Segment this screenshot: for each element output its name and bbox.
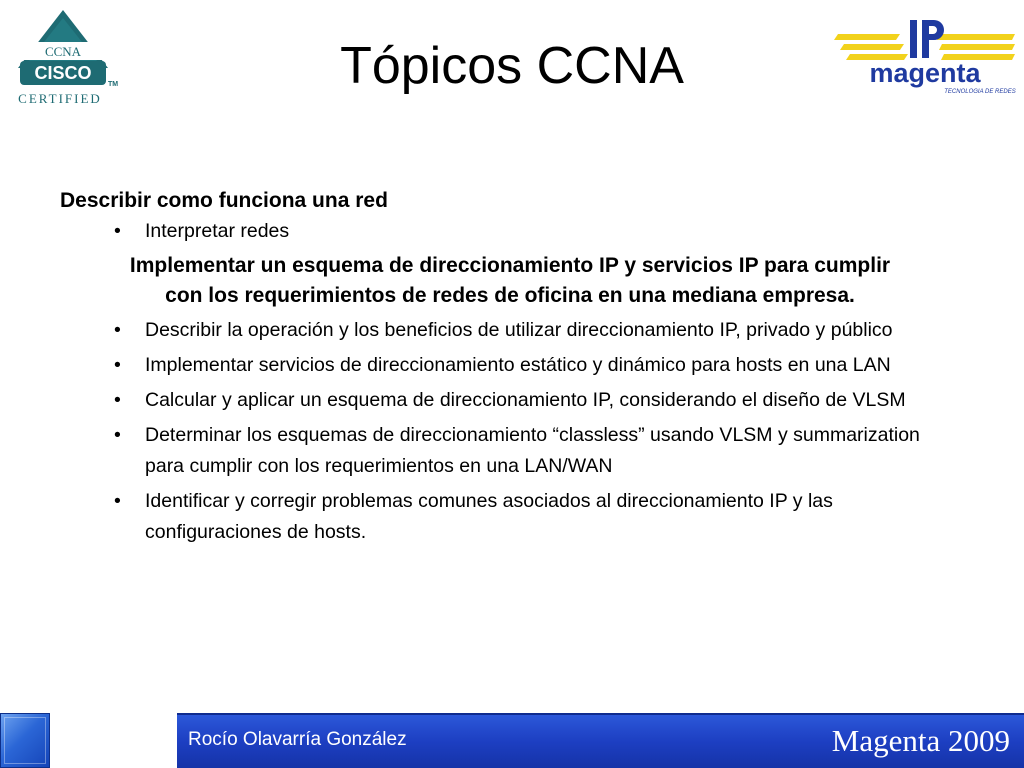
footer-author: Rocío Olavarría González bbox=[188, 729, 407, 750]
certified-text: CERTIFIED bbox=[18, 91, 102, 106]
tm-text: TM bbox=[108, 81, 119, 88]
section1-bullet-list bbox=[60, 216, 960, 247]
section2-bullet-list bbox=[60, 315, 960, 548]
bullet-text: Identificar y corregir problemas comunes asociados al direccionamiento IP y las configuraciones de hosts. bbox=[145, 490, 833, 543]
section2-heading bbox=[60, 251, 960, 311]
bullet-text: Determinar los esquemas de direccionamiento “classless” usando VLSM y summarization para cumplir con los requerimientos en una LAN/WAN bbox=[145, 424, 920, 477]
bullet-item: • Identificar y corregir problemas comunes asociados al direccionamiento IP y las configuraciones de hosts. bbox=[114, 490, 833, 543]
slide-title: Tópicos CCNA bbox=[340, 37, 684, 95]
bullet-item: • Interpretar redes bbox=[114, 220, 290, 242]
section-heading-line: Implementar un esquema de direccionamiento IP y servicios IP para cumplir bbox=[129, 254, 891, 277]
bullet-text: Implementar servicios de direccionamiento estático y dinámico para hosts en una LAN bbox=[145, 354, 891, 376]
bullet-text: Calcular y aplicar un esquema de direccionamiento IP, considerando el diseño de VLSM bbox=[145, 389, 906, 411]
cisco-text: CISCO bbox=[34, 63, 92, 83]
bullet-item: • Determinar los esquemas de direccionamiento “classless” usando VLSM y summarization para cumplir con los requerimientos en una LAN/WAN bbox=[114, 424, 920, 477]
ccna-text: CCNA bbox=[44, 44, 82, 59]
bullet-item: • Describir la operación y los beneficios de utilizar direccionamiento IP, privado y público bbox=[114, 319, 893, 341]
bullet-text: Interpretar redes bbox=[145, 220, 290, 242]
bullet-text: Describir la operación y los beneficios de utilizar direccionamiento IP, privado y público bbox=[145, 319, 893, 341]
section-heading-line: con los requerimientos de redes de oficina en una mediana empresa. bbox=[165, 284, 855, 307]
footer-accent-block bbox=[0, 713, 50, 768]
magenta-tagline: TECNOLOGIA DE REDES bbox=[944, 89, 1016, 95]
bullet-item: • Calcular y aplicar un esquema de direccionamiento IP, considerando el diseño de VLSM bbox=[114, 389, 906, 411]
magenta-brand-text: magenta bbox=[869, 58, 981, 88]
section-heading: Describir como funciona una red bbox=[60, 189, 388, 212]
footer-brand: Magenta 2009 bbox=[831, 723, 1010, 758]
bullet-item: • Implementar servicios de direccionamiento estático y dinámico para hosts en una LAN bbox=[114, 354, 891, 376]
footer-bar bbox=[177, 713, 1024, 768]
slide-content bbox=[60, 186, 960, 552]
